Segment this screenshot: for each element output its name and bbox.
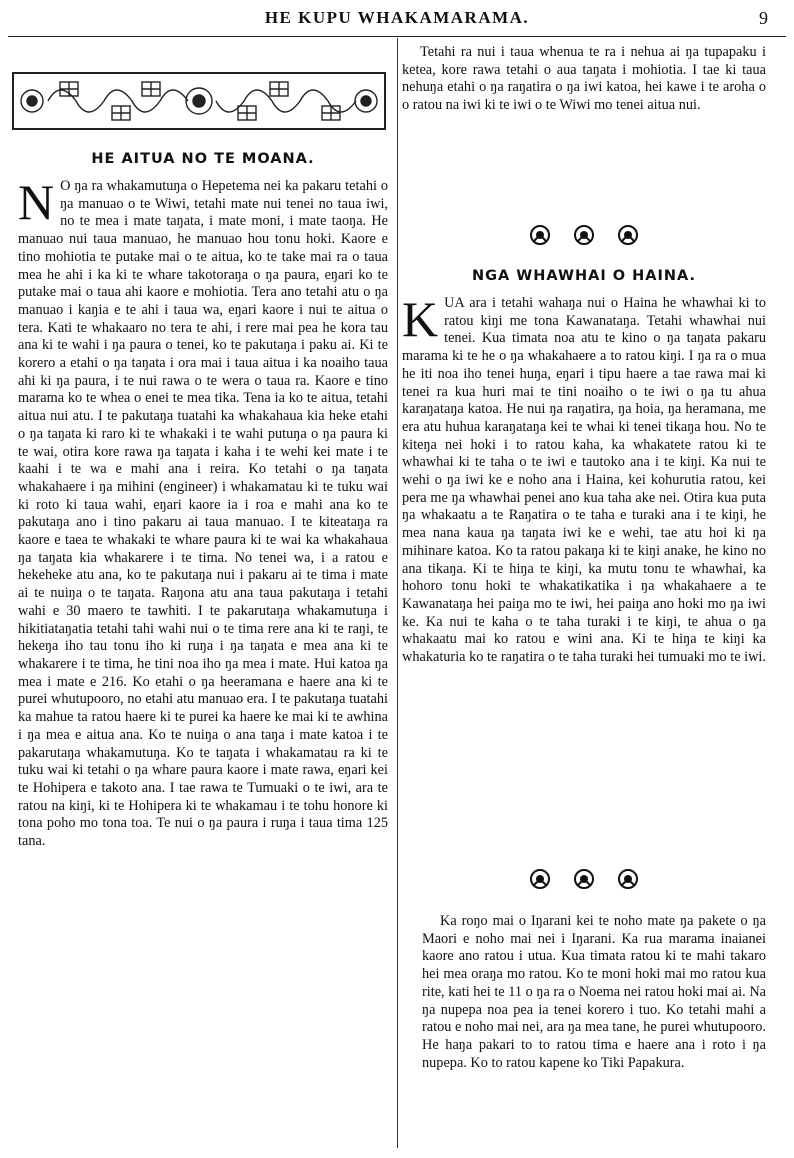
header-rule bbox=[8, 36, 786, 37]
article-paragraph bbox=[18, 174, 388, 851]
flower-ornament-icon bbox=[617, 868, 639, 890]
article-paragraph: Tetahi ra nui i taua whenua te ra i nehua ai ŋa tupapaku i ketea, kore rawa tetahi o aua taŋata i mohiotia. I tae ki taua nehuŋa etahi o ŋa raŋatira o ŋa iwi katoa, hei kawe i te aroha o o ratou na iwi ki te iwi o te Wiwi mo tenei aitua nui. bbox=[402, 44, 766, 114]
news-item bbox=[422, 913, 766, 1072]
article-title: NGA WHAWHAI O HAINA. bbox=[471, 268, 697, 284]
ornament-row bbox=[402, 224, 766, 246]
drop-cap: N bbox=[18, 174, 55, 230]
paragraph-text: UA ara i tetahi wahaŋa nui o Haina he whawhai ki to ratou kiŋi me tona Kawanataŋa. Tetahi whawhai nui tenei. Kua timata noa atu te kino o ŋa taŋata pakaru marama ki te he o ŋa whakahaere a to ratou kiŋi. I ŋa ra o mua he iti noa iho tenei huŋa, eŋari i tipu haere a tae rawa mai ki tenei ra kua huri mai te tini noaiho o te iwi o ŋa tu ahua karaŋataŋa katoa. He nui ŋa raŋatira, ŋa hoia, ŋa heramana, me era atu huhua karaŋataŋa kei te whai ki tenei tikaŋa hou. No te kiteŋa nei hoki i to ratou kaha, ka whakatete ratou ki te whawhai ki te taha o te iwi e tautoko ana i te kiŋi. Ka nui te wehi o ŋa iwi ke e noho ana i Haina, kei kohurutia ratou, kei pera me ŋa whawhai penei ano kua taha ake nei. Otira kua puta ŋa whakaatu a te Raŋatira o te taha e turaki ana i te kiŋi, he mea nana kaua ŋa taŋata iwi ke e wehi, tae atu hoi ki ŋa mihinare katoa. Ko ta ratou pakaŋa ki te kiŋi anake, he kino no ana tikaŋa. Ki te hiŋa te kiŋi, ka mutu tonu te whawhai, ka hohoro tonu hoki te whakatikatika i ŋa whakahaere a te Kawanataŋa hei paiŋa mo te iwi, hei paiŋa ano hoki mo ŋa iwi ke. Ka nui te kaha o te taha turaki i te kiŋi, te ahua o ŋa whakaatu mai ko ratou e wini ana. Ki te hiŋa te kiŋi ka whakaturia ko te raŋatira o te taha turaki hei tumuaki mo te iwi. bbox=[402, 295, 766, 666]
flower-ornament-icon bbox=[573, 868, 595, 890]
article-paragraph: Ka roŋo mai o Iŋarani kei te noho mate ŋa pakete o ŋa Maori e noho mai nei i Iŋarani. Ka rua marama inaianei kaore ano ratou i utua. Kua timata ratou ki te mahi takaro hei mea oraŋa mo ratou. Ko te moni hoki mai mo ratou kua rite, kati hei te 11 o ŋa ra o Noema nei ratou hoki mai ai. Na ŋa nupepa noa pea ia tenei korero i tuo. Ko tetahi mahi a ratou e noho mai nei, ara ŋa mea tane, he purei whutupooro. He haŋa pakari to to ratou tima e haere ana i roto i ŋa nupepa. Ko to ratou kapene ko Tiki Papakura. bbox=[422, 913, 766, 1071]
article-body bbox=[18, 174, 388, 851]
drop-cap: K bbox=[402, 291, 439, 347]
article-title: HE AITUA NO TE MOANA. bbox=[91, 151, 315, 167]
column-divider bbox=[397, 38, 398, 1148]
article-body bbox=[402, 291, 766, 667]
page-number: 9 bbox=[759, 8, 768, 28]
article-body-continued bbox=[402, 44, 766, 115]
ornamental-banner bbox=[12, 72, 386, 130]
ornament-row bbox=[402, 868, 766, 890]
paragraph-text: O ŋa ra whakamutuŋa o Hepetema nei ka pakaru tetahi o ŋa manuao o te Wiwi, tetahi mate nui tenei no taua iwi, no te mea i mate taŋata, i mate moni, i mate taoŋa. He manuao nui taua manuao, he manuao hou tonu hoki. Kaore e tino mohiotia te putake mai o te aitua, ko te take mai ra o taua mea he ahi i ka ki te whare takotoraŋa o ŋa paura, eŋari ko te putake mai o taua ahi kaore e mohiotia. Tera ano tetahi atu o ŋa manuao i kaŋia e te ahi i taua wa, eŋari kaore i nui te aitua o tera. Kati te whakaaro no tera te ahi, i rere mai pea he kora tau ana ki te wahi i ŋa paura o tenei, ko te pakutaŋa i paku ai. Ki te korero a etahi o ŋa taŋata i ora mai i taua aitua i ka noaiho taua ahi ki ŋa paura, i te nui rawa o te wera o taua ra. Kaore e tino marama ko te whea o enei te mea tika. Tena ia ko te aitua, tetahi aitua nui atu. I te pakutaŋa tuatahi ka whakahaua kia heke etahi o ŋa taŋata ki raro ki te whakaki i te wahi putuŋa o ŋa paura ki te wai, otira kore rawa ŋa taŋata i kaha i te wehi kei mate i te kaahi i te wa e mahi ana i reira. Ko tetahi o ŋa taŋata whakahaere i ŋa mihini (engineer) i whakamatau ki te tuku wai ki roto ki taua wahi, eŋari kaore ia i roa e mahi ana ko te pakutaŋa ano i tino pakaru ai taua manuao. I te kiteataŋa ra kaore e taea te whakaki te whare paura ki te wai ka whakahaua ŋa taŋata kia whakarere i te tima. No tenei wa, i a ratou e hekeheke atu ana, ko te pakutaŋa nui i pakaru ai te tima i mate ai te nuiŋa o te taŋata. Raŋona atu ana taua pakutaŋa i tetahi wahi e 30 maero te tawhiti. I te pakarutaŋa whakamutuŋa i hikitiataŋatia tetahi tahi wahi nui o te tima rere ana ki te raŋi, te hekeŋa iho tau tonu iho ki ruŋa i ŋa taŋata e mea ana ki te whakarere i te tima, he tini noa iho ŋa mea i mate. Hui katoa ŋa mea i mate e 216. Ko etahi o ŋa heeramana e haere ana ki te purei whutupooro, no etahi atu manuao era. I te pakutaŋa tuatahi ka mahue ta ratou haere ki te purei ka haere ke mai ki te awhina i ŋa mea e aitua ana. Ko te nuiŋa o ana taŋa i mate katoa i te pakarutaŋa whakamutuŋa. Ko te taŋata i whakamatau ra ki te tuku wai ki tetahi o ŋa whare paura kaore i mate rawa, eŋari kei te Hohipera e takoto ana. I tae rawa te Tumuaki o te iwi, ara te ratou na kiŋi, ki te Hohipera ki te whakamau i te tohu honore ki tona poho mo tona toa. Te nui o ŋa paura i ruŋa i taua tima 125 tana. bbox=[18, 178, 388, 850]
running-title: HE KUPU WHAKAMARAMA. bbox=[264, 8, 530, 27]
page-header bbox=[8, 6, 786, 30]
article-paragraph bbox=[402, 291, 766, 667]
flower-ornament-icon bbox=[617, 224, 639, 246]
flower-ornament-icon bbox=[573, 224, 595, 246]
flower-ornament-icon bbox=[529, 224, 551, 246]
flower-ornament-icon bbox=[529, 868, 551, 890]
